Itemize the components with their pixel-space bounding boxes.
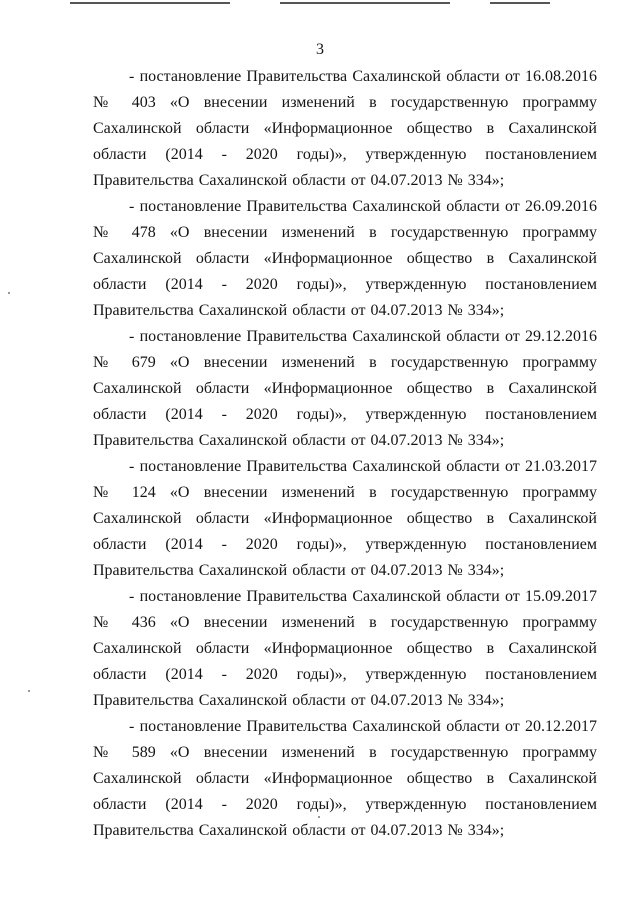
scan-top-edge-line	[490, 2, 550, 4]
scan-top-edge-line	[70, 2, 230, 4]
document-body	[93, 64, 597, 844]
scan-speck	[28, 690, 30, 692]
list-item-paragraph: - постановление Правительства Сахалинской области от 21.03.2017 № 124 «О внесении изменений в государственную программу Сахалинской области «Информационное общество в Сахалинской области (2014 - 2020 годы)», утвержденную постановлением Правительства Сахалинской области от 04.07.2013 № 334»;	[93, 458, 597, 579]
scan-top-edge-line	[280, 2, 450, 4]
list-item-paragraph: - постановление Правительства Сахалинской области от 15.09.2017 № 436 «О внесении изменений в государственную программу Сахалинской области «Информационное общество в Сахалинской области (2014 - 2020 годы)», утвержденную постановлением Правительства Сахалинской области от 04.07.2013 № 334»;	[93, 588, 597, 709]
list-item-paragraph: - постановление Правительства Сахалинской области от 29.12.2016 № 679 «О внесении изменений в государственную программу Сахалинской области «Информационное общество в Сахалинской области (2014 - 2020 годы)», утвержденную постановлением Правительства Сахалинской области от 04.07.2013 № 334»;	[93, 328, 597, 449]
page-number: 3	[316, 41, 324, 58]
scan-speck	[8, 292, 10, 294]
scan-speck	[318, 816, 320, 818]
list-item-paragraph: - постановление Правительства Сахалинской области от 26.09.2016 № 478 «О внесении изменений в государственную программу Сахалинской области «Информационное общество в Сахалинской области (2014 - 2020 годы)», утвержденную постановлением Правительства Сахалинской области от 04.07.2013 № 334»;	[93, 198, 597, 319]
list-item-paragraph: - постановление Правительства Сахалинской области от 16.08.2016 № 403 «О внесении изменений в государственную программу Сахалинской области «Информационное общество в Сахалинской области (2014 - 2020 годы)», утвержденную постановлением Правительства Сахалинской области от 04.07.2013 № 334»;	[93, 68, 597, 189]
list-item-paragraph: - постановление Правительства Сахалинской области от 20.12.2017 № 589 «О внесении изменений в государственную программу Сахалинской области «Информационное общество в Сахалинской области (2014 - 2020 годы)», утвержденную постановлением Правительства Сахалинской области от 04.07.2013 № 334»;	[93, 718, 597, 839]
